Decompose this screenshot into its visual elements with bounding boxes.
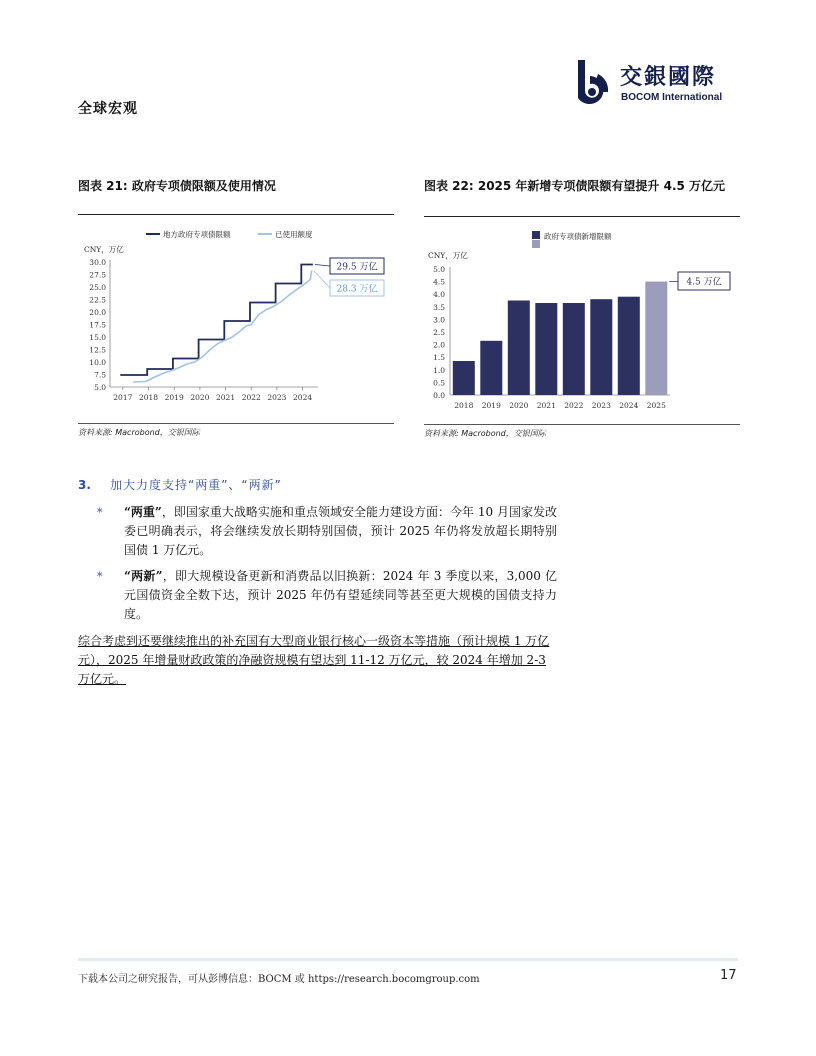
y-axis-label: CNY，万亿: [84, 245, 124, 254]
y-tick-label: 0.5: [433, 378, 445, 388]
x-tick-label: 2023: [591, 401, 611, 410]
logo-cn-text: 交銀國際: [620, 65, 717, 90]
bullet-text: ，即大规模设备更新和消费品以旧换新：2024 年 3 季度以来，3,000 亿元国债资金全数下达，预计 2025 年仍有望延续同等甚至更大规模的国债支持力度。: [124, 569, 557, 621]
y-tick-label: 12.5: [89, 345, 106, 355]
bar-2025: [645, 282, 667, 395]
y-tick-label: 30.0: [89, 258, 106, 267]
bullet-star-icon: *: [97, 506, 103, 519]
legend-swatch-new: [532, 231, 540, 239]
figure-22-bottom-rule: [424, 424, 740, 425]
legend-swatch-forecast: [532, 240, 540, 248]
y-tick-label: 5.0: [94, 383, 106, 392]
x-tick-label: 2025: [646, 401, 666, 410]
figure-22-title: 图表 22: 2025 年新增专项债限额有望提升 4.5 万亿元: [424, 179, 726, 193]
bullet-lead: “两重”: [124, 505, 162, 519]
x-tick-label: 2019: [164, 393, 184, 402]
bullet-lead: “两新”: [124, 569, 163, 583]
footer-text: 下载本公司之研究报告，可从彭博信息：BOCM 或 https://research.bocomgroup.com: [78, 974, 480, 985]
bullet-star-icon: *: [97, 570, 103, 583]
y-tick-label: 3.0: [433, 315, 445, 325]
logo-en-text: BOCOM International: [621, 92, 723, 103]
annotation-label: 29.5 万亿: [336, 262, 378, 273]
annotation-label: 28.3 万亿: [336, 284, 378, 295]
conclusion-paragraph: 综合考虑到还要继续推出的补充国有大型商业银行核心一级资本等措施（预计规模 1 万亿元），2025 年增量财政政策的净融资规模有望达到 11-12 万亿元，较 2024 年增加 2-3 万亿元。: [78, 634, 550, 686]
bar-2024: [618, 297, 640, 395]
bar-2022: [563, 303, 585, 395]
x-tick-label: 2018: [454, 401, 474, 410]
x-tick-label: 2018: [138, 393, 159, 402]
series-line-used: [133, 271, 312, 383]
y-tick-label: 2.0: [433, 340, 445, 350]
y-tick-label: 1.0: [433, 365, 445, 375]
bullet-item-liangxin: [97, 567, 557, 624]
figure-21-source: 资料来源: Macrobond，交银国际: [78, 428, 200, 437]
y-tick-label: 20.0: [89, 308, 106, 317]
y-tick-label: 4.0: [433, 290, 445, 300]
x-tick-label: 2022: [241, 393, 261, 402]
annotation-label: 4.5 万亿: [686, 277, 722, 288]
bar-2020: [508, 301, 530, 396]
chart-22: [424, 220, 740, 420]
figure-22-top-rule: [424, 216, 740, 217]
bar-2019: [480, 341, 502, 395]
x-tick-label: 2020: [190, 393, 210, 402]
bar-2018: [453, 361, 475, 395]
bocom-logo: [568, 58, 743, 108]
chart-21: [78, 218, 394, 418]
y-tick-label: 7.5: [94, 370, 106, 380]
y-tick-label: 3.5: [433, 302, 445, 312]
y-tick-label: 1.5: [433, 353, 445, 363]
y-tick-label: 25.0: [89, 283, 106, 292]
figure-21-top-rule: [78, 214, 394, 215]
footer-divider: [78, 958, 738, 961]
figure-22-source: 资料来源: Macrobond，交银国际: [424, 429, 546, 438]
x-tick-label: 2023: [267, 393, 287, 402]
y-tick-label: 0.0: [433, 391, 445, 400]
y-tick-label: 15.0: [89, 333, 106, 342]
section-heading: [78, 476, 282, 493]
x-tick-label: 2021: [216, 393, 236, 402]
legend-label: 已使用额度: [275, 230, 313, 239]
x-tick-label: 2022: [564, 401, 584, 410]
section-number: 3.: [78, 478, 91, 492]
y-tick-label: 2.5: [433, 328, 445, 337]
legend-label: 地方政府专项债限额: [163, 230, 231, 239]
section-heading-text: 加大力度支持“两重”、“两新”: [110, 478, 282, 492]
bar-2021: [535, 303, 557, 395]
bocom-logo-icon: [568, 58, 618, 108]
x-tick-label: 2020: [509, 401, 529, 410]
x-tick-label: 2017: [113, 393, 133, 402]
figure-21-bottom-rule: [78, 423, 394, 424]
y-tick-label: 10.0: [89, 358, 106, 367]
x-tick-label: 2024: [619, 401, 639, 410]
bar-2023: [590, 299, 612, 395]
x-tick-label: 2021: [536, 401, 556, 410]
y-tick-label: 4.5: [433, 277, 445, 287]
y-tick-label: 5.0: [433, 265, 445, 274]
y-tick-label: 27.5: [89, 270, 106, 280]
annotation-leader: [314, 271, 330, 289]
y-tick-label: 17.5: [89, 320, 106, 330]
figure-21-title: 图表 21: 政府专项债限额及使用情况: [78, 179, 276, 193]
series-line-quota: [120, 265, 313, 376]
annotation-leader: [315, 265, 330, 267]
bullet-text: ，即国家重大战略实施和重点领域安全能力建设方面：今年 10 月国家发改委已明确表示，将会继续发放长期特别国债，预计 2025 年仍将发放超长期特别国债 1 万亿元。: [124, 505, 558, 557]
y-tick-label: 22.5: [89, 295, 106, 305]
section-title: 全球宏观: [78, 101, 138, 117]
page-number: 17: [720, 968, 737, 983]
y-axis-label: CNY，万亿: [428, 251, 468, 260]
legend-label: 政府专项债新增限额: [544, 232, 612, 241]
x-tick-label: 2019: [481, 401, 501, 410]
bullet-item-liangzhong: [97, 503, 557, 560]
x-tick-label: 2024: [293, 393, 313, 402]
